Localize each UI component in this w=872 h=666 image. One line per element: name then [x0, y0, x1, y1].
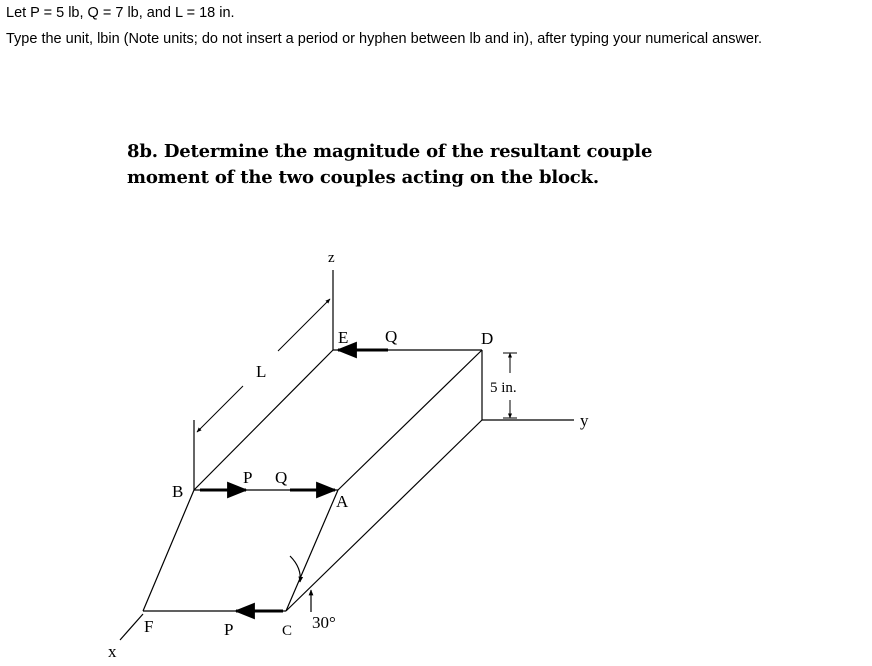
label-B: B	[172, 482, 184, 501]
label-z: z	[328, 250, 335, 266]
label-A: A	[336, 492, 349, 511]
instruction-text: Type the unit, lbin (Note units; do not insert a period or hyphen between lb and in), after typing your numerical answer.	[6, 31, 763, 47]
figure-title-line-2: moment of the two couples acting on the block.	[127, 167, 599, 188]
edge-B-F	[143, 490, 194, 611]
label-Q-top: Q	[385, 327, 398, 346]
label-P-mid: P	[243, 468, 253, 487]
edge-A-C	[286, 490, 338, 611]
x-axis	[120, 614, 143, 640]
given-values-text: Let P = 5 lb, Q = 7 lb, and L = 18 in.	[6, 5, 235, 21]
angle-arc	[290, 556, 300, 582]
edge-D-A	[338, 350, 482, 490]
label-C: C	[282, 623, 293, 639]
label-P-bottom: P	[224, 620, 234, 639]
label-Q-mid: Q	[275, 468, 288, 487]
label-angle: 30°	[312, 613, 336, 632]
dimension-L-line-2	[278, 299, 330, 351]
dimension-L-line	[197, 386, 243, 432]
label-dimension: 5 in.	[490, 380, 517, 396]
label-D: D	[481, 329, 494, 348]
label-L: L	[256, 362, 267, 381]
label-F: F	[144, 617, 154, 636]
label-y: y	[580, 411, 589, 430]
label-x: x	[108, 642, 117, 661]
edge-y-C	[286, 420, 482, 611]
label-E: E	[338, 328, 349, 347]
figure-title-line-1: 8b. Determine the magnitude of the resultant couple	[127, 141, 653, 162]
